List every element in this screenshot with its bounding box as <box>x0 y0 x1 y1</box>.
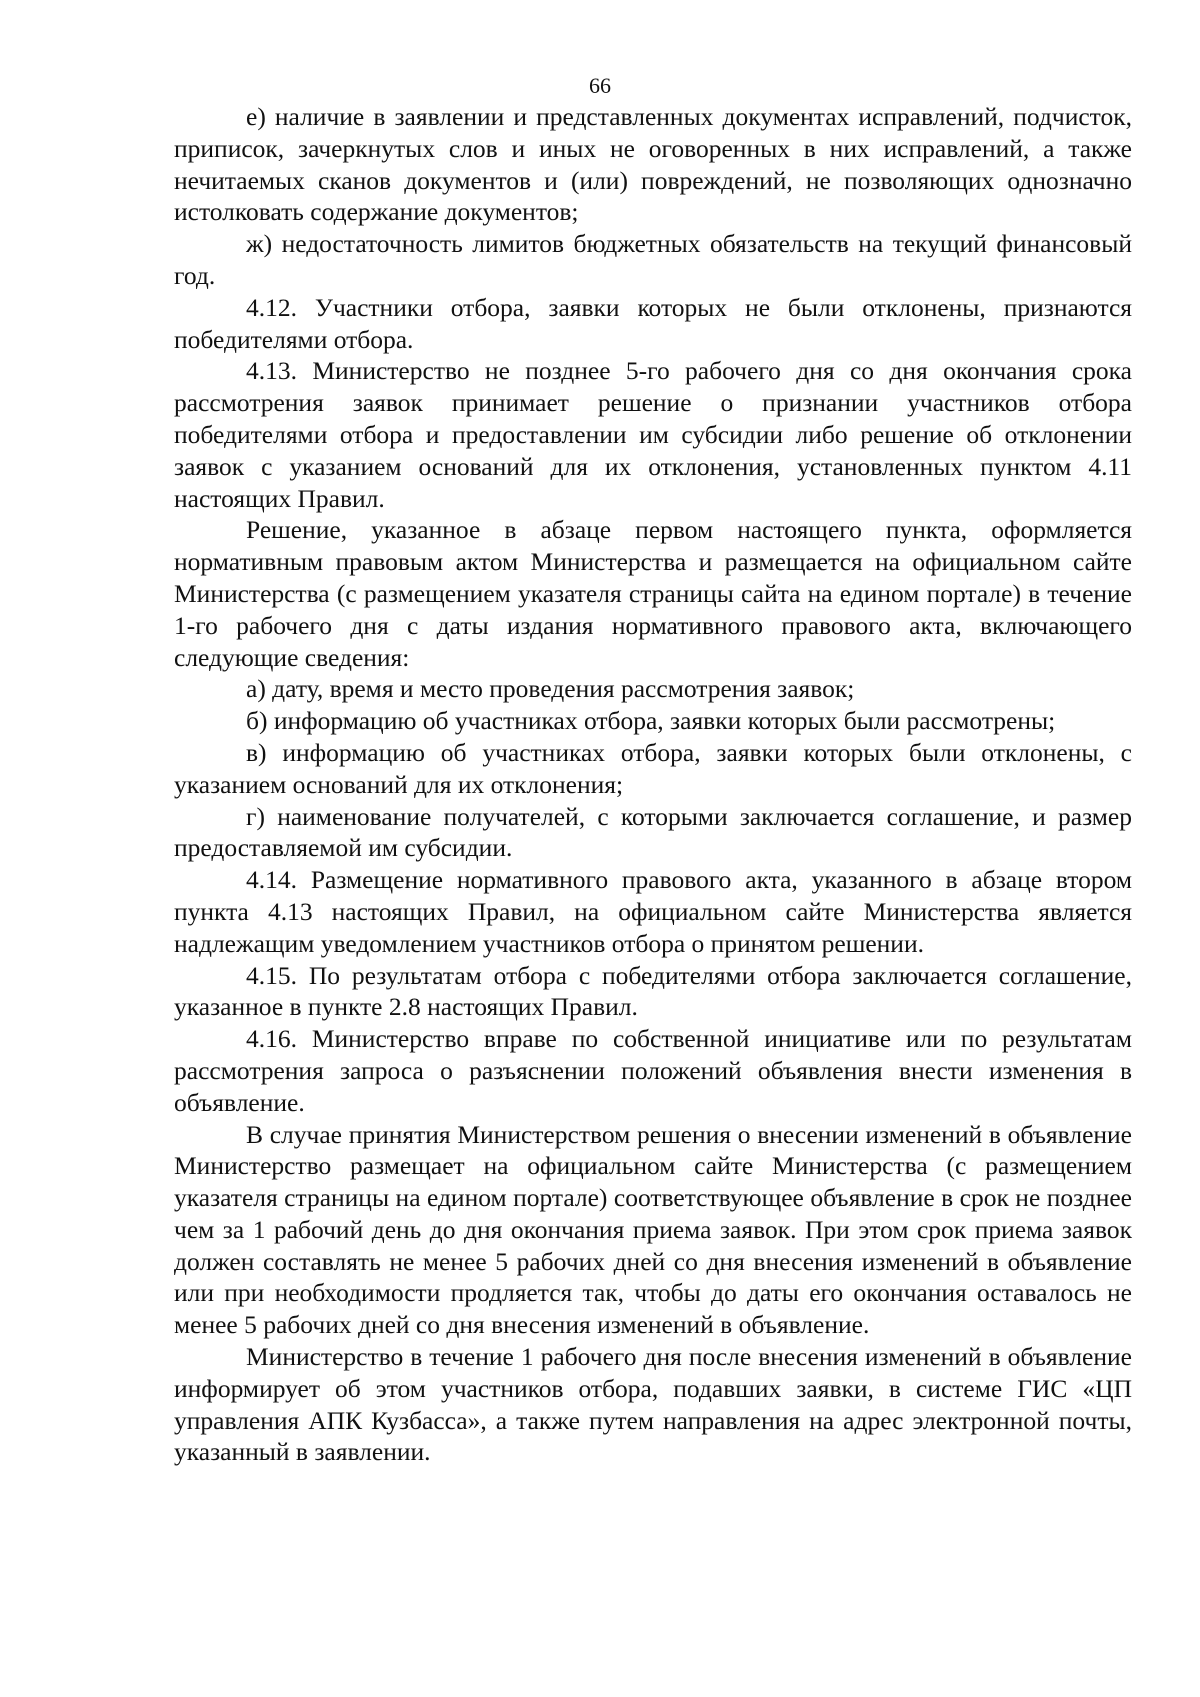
paragraph-item-b: б) информацию об участниках отбора, заявки которых были рассмотрены; <box>246 706 1056 736</box>
paragraph-notification: Министерство в течение 1 рабочего дня после внесения изменений в объявление информирует об этом участников отбора, подавших заявки, в системе ГИС «ЦП управления АПК Кузбасса», а также путем направления на адрес электронной почты, указанный в заявлении. <box>174 1342 1132 1467</box>
paragraph-4-13: 4.13. Министерство не позднее 5-го рабочего дня со дня окончания срока рассмотрения заявок принимает решение о признании участников отбора победителями отбора и предоставлении им субсидии либо решение об отклонении заявок с указанием оснований для их отклонения, установленных пунктом 4.11 настоящих Правил. <box>174 356 1132 513</box>
paragraph-4-12: 4.12. Участники отбора, заявки которых не были отклонены, признаются победителями отбора. <box>174 292 1132 354</box>
paragraph-item-g: г) наименование получателей, с которыми заключается соглашение, и размер предоставляемой им субсидии. <box>174 801 1132 863</box>
paragraph-4-16: 4.16. Министерство вправе по собственной инициативе или по результатам рассмотрения запроса о разъяснении положений объявления внести изменения в объявление. <box>174 1024 1132 1117</box>
paragraph-4-14: 4.14. Размещение нормативного правового акта, указанного в абзаце втором пункта 4.13 настоящих Правил, на официальном сайте Министерства является надлежащим уведомлением участников отбора о принятом решении. <box>174 865 1132 958</box>
paragraph-item-e: е) наличие в заявлении и представленных документах исправлений, подчисток, приписок, зачеркнутых слов и иных не оговоренных в них исправлений, а также нечитаемых сканов документов и (или) повреждений, не позволяющих однозначно истолковать содержание документов; <box>174 102 1132 227</box>
page-number: 66 <box>589 73 611 98</box>
paragraph-4-15: 4.15. По результатам отбора с победителями отбора заключается соглашение, указанное в пункте 2.8 настоящих Правил. <box>174 960 1132 1022</box>
paragraph-item-zh: ж) недостаточность лимитов бюджетных обязательств на текущий финансовый год. <box>174 229 1132 290</box>
paragraph-item-v: в) информацию об участниках отбора, заявки которых были отклонены, с указанием оснований для их отклонения; <box>174 737 1132 799</box>
paragraph-item-a: а) дату, время и место проведения рассмотрения заявок; <box>246 674 855 704</box>
paragraph-decision: Решение, указанное в абзаце первом настоящего пункта, оформляется нормативным правовым актом Министерства и размещается на официальном сайте Министерства (с размещением указателя страницы сайта на едином портале) в течение 1-го рабочего дня с даты издания нормативного правового акта, включающего следующие сведения: <box>174 515 1132 672</box>
paragraph-changes: В случае принятия Министерством решения о внесении изменений в объявление Министерство размещает на официальном сайте Министерства (с размещением указателя страницы на едином портале) соответствующее объявление в срок не позднее чем за 1 рабочий день до дня окончания приема заявок. При этом срок приема заявок должен составлять не менее 5 рабочих дней со дня внесения изменений в объявление или при необходимости продляется так, чтобы до даты его окончания оставалось не менее 5 рабочих дней со дня внесения изменений в объявление. <box>174 1119 1132 1340</box>
document-body <box>174 101 1132 1468</box>
